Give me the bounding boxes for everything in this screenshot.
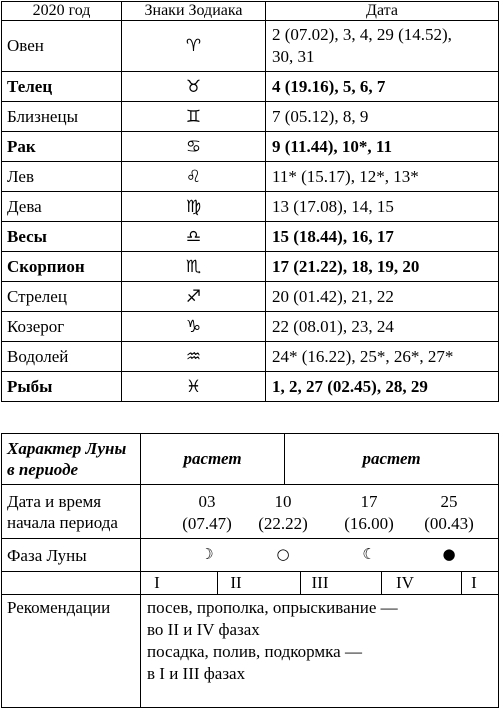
moon-period-day: 17: [360, 492, 378, 511]
zodiac-row-sagittarius: [2, 282, 499, 312]
quarter-divider: [381, 572, 382, 594]
aries-icon: ♈︎: [122, 21, 266, 72]
moon-period-time: (00.43): [424, 514, 474, 533]
moon-quarter-row: [2, 572, 499, 595]
moon-phase-row: [2, 539, 499, 572]
sign-dates: 24* (16.22), 25*, 26*, 27*: [266, 342, 499, 372]
libra-icon: ♎︎: [122, 222, 266, 252]
aquarius-icon: ♒︎: [122, 342, 266, 372]
quarter-label: III: [311, 573, 329, 592]
recommendation-line: во II и IV фазах: [147, 620, 260, 639]
zodiac-row-aquarius: [2, 342, 499, 372]
sign-name: Овен: [2, 21, 122, 72]
full-moon-icon: ○: [276, 545, 290, 563]
moon-quarter-empty: [2, 572, 141, 595]
sign-name: Близнецы: [2, 102, 122, 132]
sign-name: Лев: [2, 162, 122, 192]
zodiac-row-pisces: [2, 372, 499, 402]
sign-dates: 15 (18.44), 16, 17: [266, 222, 499, 252]
moon-phases-cell: [141, 539, 499, 572]
moon-character-row: [2, 434, 499, 485]
recommendation-line: посадка, полив, подкормка —: [147, 642, 362, 661]
zodiac-row-capricorn: [2, 312, 499, 342]
gemini-icon: ♊︎: [122, 102, 266, 132]
sign-name: Стрелец: [2, 282, 122, 312]
sign-dates-line2: 30, 31: [272, 47, 315, 66]
sign-name: Телец: [2, 72, 122, 102]
waxing-crescent-icon: ☽: [200, 545, 214, 563]
sign-dates: 17 (21.22), 18, 19, 20: [266, 252, 499, 282]
quarter-divider: [300, 572, 301, 594]
sign-name: Скорпион: [2, 252, 122, 282]
moon-recommendations-row: [2, 595, 499, 708]
zodiac-row-aries: [2, 21, 499, 72]
sign-name: Рыбы: [2, 372, 122, 402]
moon-quarters-cell: [141, 572, 499, 595]
moon-character-value-2: растет: [285, 434, 499, 485]
cancer-icon: ♋︎: [122, 132, 266, 162]
sign-name: Весы: [2, 222, 122, 252]
moon-period-3: [334, 491, 404, 535]
moon-table: [1, 433, 499, 708]
sign-dates: 20 (01.42), 21, 22: [266, 282, 499, 312]
moon-period-2: [248, 491, 318, 535]
taurus-icon: ♉︎: [122, 72, 266, 102]
moon-phase-label: Фаза Луны: [2, 539, 141, 572]
waning-crescent-icon: ☾: [362, 545, 376, 563]
sign-name: Козерог: [2, 312, 122, 342]
quarter-label: II: [230, 573, 242, 592]
header-date: Дата: [266, 2, 499, 21]
sign-dates: [266, 21, 499, 72]
recommendations-text: [141, 595, 499, 708]
virgo-icon: ♍︎: [122, 192, 266, 222]
capricorn-icon: ♑︎: [122, 312, 266, 342]
moon-date-label-line2: начала периода: [7, 512, 118, 532]
sign-dates: 13 (17.08), 14, 15: [266, 192, 499, 222]
moon-period-time: (16.00): [344, 514, 394, 533]
moon-character-value-1: растет: [141, 434, 285, 485]
zodiac-header-row: [2, 2, 499, 21]
moon-date-label: [2, 485, 141, 539]
zodiac-row-libra: [2, 222, 499, 252]
moon-period-time: (22.22): [258, 514, 308, 533]
quarter-label: I: [471, 573, 477, 592]
zodiac-table: [1, 1, 499, 402]
header-signs: Знаки Зодиака: [122, 2, 266, 21]
sign-dates-line1: 2 (07.02), 3, 4, 29 (14.52),: [272, 25, 452, 44]
quarter-label: IV: [396, 573, 414, 592]
moon-period-4: [414, 491, 484, 535]
zodiac-row-gemini: [2, 102, 499, 132]
moon-character-label-line1: Характер Луны: [7, 439, 127, 458]
moon-period-day: 25: [440, 492, 458, 511]
moon-character-label-line2: в периоде: [7, 460, 79, 479]
moon-character-label: [2, 434, 141, 485]
moon-period-time: (07.47): [182, 514, 232, 533]
sign-name: Дева: [2, 192, 122, 222]
sign-dates: 7 (05.12), 8, 9: [266, 102, 499, 132]
quarter-label: I: [154, 573, 160, 592]
moon-dates-cell: [141, 485, 499, 539]
moon-period-day: 03: [198, 492, 216, 511]
sign-dates: 22 (08.01), 23, 24: [266, 312, 499, 342]
zodiac-row-cancer: [2, 132, 499, 162]
quarter-divider: [217, 572, 218, 594]
sagittarius-icon: ♐︎: [122, 282, 266, 312]
sign-dates: 9 (11.44), 10*, 11: [266, 132, 499, 162]
sign-dates: 4 (19.16), 5, 6, 7: [266, 72, 499, 102]
zodiac-row-scorpio: [2, 252, 499, 282]
scorpio-icon: ♏︎: [122, 252, 266, 282]
pisces-icon: ♓︎: [122, 372, 266, 402]
leo-icon: ♌︎: [122, 162, 266, 192]
recommendation-line: в I и III фазах: [147, 664, 246, 683]
recommendations-label: Рекомендации: [2, 595, 141, 708]
moon-date-label-line1: Дата и время: [7, 491, 102, 511]
sign-name: Рак: [2, 132, 122, 162]
zodiac-row-virgo: [2, 192, 499, 222]
moon-period-day: 10: [274, 492, 292, 511]
sign-dates: 11* (15.17), 12*, 13*: [266, 162, 499, 192]
moon-period-1: [172, 491, 242, 535]
sign-dates: 1, 2, 27 (02.45), 28, 29: [266, 372, 499, 402]
new-moon-icon: ●: [442, 545, 456, 563]
recommendation-line: посев, прополка, опрыскивание —: [147, 598, 398, 617]
zodiac-row-leo: [2, 162, 499, 192]
zodiac-row-taurus: [2, 72, 499, 102]
header-year: 2020 год: [2, 2, 122, 21]
sign-name: Водолей: [2, 342, 122, 372]
moon-date-row: [2, 485, 499, 539]
